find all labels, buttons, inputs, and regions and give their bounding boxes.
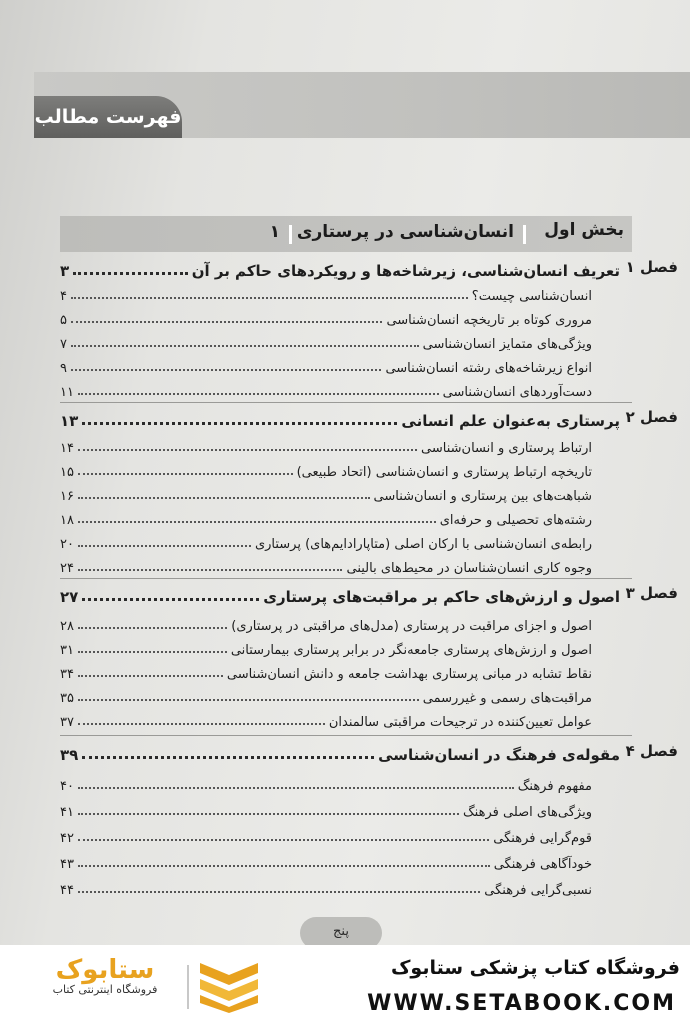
entry-title: رشته‌های تحصیلی و حرفه‌ای xyxy=(439,513,592,528)
entry-title: انسان‌شناسی چیست؟ xyxy=(471,289,592,304)
chapter-label: فصل ۱ xyxy=(625,258,678,276)
dot-leader xyxy=(78,865,490,867)
toc-entry[interactable] xyxy=(60,304,592,328)
entry-page: ۷ xyxy=(60,337,67,352)
dot-leader xyxy=(71,369,381,371)
chapter-divider xyxy=(60,578,632,579)
entry-page: ۱۵ xyxy=(60,465,74,480)
chapter-title: پرستاری به‌عنوان علم انسانی xyxy=(401,412,620,430)
toc-entry[interactable] xyxy=(60,634,592,658)
chapter-label: فصل ۴ xyxy=(625,742,678,760)
logo-divider xyxy=(187,965,189,1009)
toc-entry[interactable] xyxy=(60,822,592,846)
entry-page: ۲۸ xyxy=(60,619,74,634)
chapter-page: ۳ xyxy=(60,262,70,280)
entry-title: وجوه کاری انسان‌شناسان در محیط‌های بالینی xyxy=(346,561,592,576)
dot-leader xyxy=(82,598,259,601)
toc-entry[interactable] xyxy=(60,376,592,400)
dot-leader xyxy=(82,756,374,759)
dot-leader xyxy=(71,321,382,323)
logo-subtitle: فروشگاه اینترنتی کتاب xyxy=(52,983,158,996)
part-divider xyxy=(523,225,526,244)
entry-page: ۲۰ xyxy=(60,537,74,552)
store-url-link[interactable]: WWW.SETABOOK.COM xyxy=(367,991,676,1016)
toc-entry[interactable] xyxy=(60,528,592,552)
dot-leader xyxy=(78,699,419,701)
part-label: بخش اول xyxy=(544,220,624,240)
dot-leader xyxy=(71,345,419,347)
chapter-label: فصل ۲ xyxy=(625,408,678,426)
toc-entry[interactable] xyxy=(60,610,592,634)
entry-page: ۴۴ xyxy=(60,883,74,898)
dot-leader xyxy=(78,839,489,841)
entry-page: ۴۳ xyxy=(60,857,74,872)
chapter-page: ۱۳ xyxy=(60,412,79,430)
entry-page: ۱۶ xyxy=(60,489,74,504)
entry-page: ۴ xyxy=(60,289,67,304)
toc-entry[interactable] xyxy=(60,874,592,898)
entry-page: ۴۱ xyxy=(60,805,74,820)
entry-page: ۱۱ xyxy=(60,385,74,400)
book-stack-logo-icon xyxy=(196,957,262,1015)
entry-page: ۳۵ xyxy=(60,691,74,706)
part-bar xyxy=(60,216,632,252)
dot-leader xyxy=(78,545,251,547)
toc-entry[interactable] xyxy=(60,770,592,794)
entry-page: ۳۷ xyxy=(60,715,74,730)
entry-page: ۵ xyxy=(60,313,67,328)
entry-title: مفهوم فرهنگ xyxy=(517,779,592,794)
store-name: فروشگاه کتاب پزشکی ستابوک xyxy=(390,957,680,979)
entry-page: ۹ xyxy=(60,361,67,376)
dot-leader xyxy=(73,272,188,275)
entry-title: ارتباط پرستاری و انسان‌شناسی xyxy=(421,441,592,456)
toc-entry[interactable] xyxy=(60,848,592,872)
chapter-4-heading[interactable] xyxy=(60,740,678,764)
toc-entry[interactable] xyxy=(60,796,592,820)
entry-title: ویژگی‌های متمایز انسان‌شناسی xyxy=(422,337,592,352)
dot-leader xyxy=(78,627,227,629)
entry-title: خودآگاهی فرهنگی xyxy=(493,857,592,872)
toc-entry[interactable] xyxy=(60,480,592,504)
chapter-3-heading[interactable] xyxy=(60,582,678,606)
toc-entry[interactable] xyxy=(60,658,592,682)
entry-title: شباهت‌های بین پرستاری و انسان‌شناسی xyxy=(373,489,592,504)
dot-leader xyxy=(78,651,227,653)
dot-leader xyxy=(71,297,468,299)
entry-title: قوم‌گرایی فرهنگی xyxy=(493,831,592,846)
part-divider xyxy=(289,225,292,244)
dot-leader xyxy=(82,422,397,425)
dot-leader xyxy=(78,521,436,523)
dot-leader xyxy=(78,393,439,395)
chapter-title: تعریف انسان‌شناسی، زیرشاخه‌ها و رویکردهای حاکم بر آن xyxy=(191,262,620,280)
dot-leader xyxy=(78,473,293,475)
toc-entry[interactable] xyxy=(60,328,592,352)
chapter-1-heading[interactable] xyxy=(60,256,678,280)
toc-entry[interactable] xyxy=(60,432,592,456)
toc-entry[interactable] xyxy=(60,352,592,376)
entry-page: ۱۴ xyxy=(60,441,74,456)
dot-leader xyxy=(78,497,370,499)
chapter-page: ۳۹ xyxy=(60,746,79,764)
entry-page: ۳۴ xyxy=(60,667,74,682)
toc-entry[interactable] xyxy=(60,456,592,480)
entry-page: ۳۱ xyxy=(60,643,74,658)
dot-leader xyxy=(78,449,417,451)
chapter-divider xyxy=(60,402,632,403)
chapter-page: ۲۷ xyxy=(60,588,79,606)
toc-entry[interactable] xyxy=(60,280,592,304)
toc-entry[interactable] xyxy=(60,706,592,730)
entry-title: ویژگی‌های اصلی فرهنگ xyxy=(463,805,592,820)
dot-leader xyxy=(78,891,480,893)
entry-title: نقاط تشابه در مبانی پرستاری بهداشت جامعه و دانش انسان‌شناسی xyxy=(226,667,592,682)
chapter-title: مقوله‌ی فرهنگ در انسان‌شناسی xyxy=(378,746,620,764)
entry-title: نسبی‌گرایی فرهنگی xyxy=(484,883,592,898)
toc-entry[interactable] xyxy=(60,504,592,528)
chapter-divider xyxy=(60,735,632,736)
dot-leader xyxy=(78,569,343,571)
entry-page: ۴۰ xyxy=(60,779,74,794)
store-banner xyxy=(0,945,690,1024)
store-logo-text[interactable] xyxy=(30,955,180,996)
part-number: ۱ xyxy=(269,222,280,242)
chapter-2-heading[interactable] xyxy=(60,406,678,430)
entry-title: دست‌آوردهای انسان‌شناسی xyxy=(442,385,592,400)
dot-leader xyxy=(78,813,459,815)
chapter-title: اصول و ارزش‌های حاکم بر مراقبت‌های پرستاری xyxy=(263,588,620,606)
dot-leader xyxy=(78,787,514,789)
toc-entry[interactable] xyxy=(60,682,592,706)
chapter-label: فصل ۳ xyxy=(625,584,678,602)
logo-wordmark: ستابوک xyxy=(55,955,155,985)
toc-entry[interactable] xyxy=(60,552,592,576)
entry-title: تاریخچه ارتباط پرستاری و انسان‌شناسی (اتحاد طبیعی) xyxy=(296,465,592,480)
entry-page: ۱۸ xyxy=(60,513,74,528)
entry-title: مراقبت‌های رسمی و غیررسمی xyxy=(422,691,592,706)
entry-title: اصول و ارزش‌های پرستاری جامعه‌نگر در برابر پرستاری بیمارستانی xyxy=(230,643,592,658)
entry-page: ۴۲ xyxy=(60,831,74,846)
entry-title: انواع زیرشاخه‌های رشته انسان‌شناسی xyxy=(385,361,592,376)
entry-page: ۲۴ xyxy=(60,561,74,576)
dot-leader xyxy=(78,675,223,677)
entry-title: مروری کوتاه بر تاریخچه انسان‌شناسی xyxy=(386,313,592,328)
entry-title: عوامل تعیین‌کننده در ترجیحات مراقبتی سالمندان xyxy=(328,715,592,730)
toc-title: فهرست مطالب xyxy=(34,96,182,138)
part-title: انسان‌شناسی در پرستاری xyxy=(296,222,514,242)
dot-leader xyxy=(78,723,325,725)
entry-title: اصول و اجزای مراقبت در پرستاری (مدل‌های مراقبتی در پرستاری) xyxy=(231,619,592,634)
entry-title: رابطه‌ی انسان‌شناسی با ارکان اصلی (متاپارادایم‌های) پرستاری xyxy=(254,537,592,552)
page-number-badge: پنج xyxy=(300,917,382,945)
